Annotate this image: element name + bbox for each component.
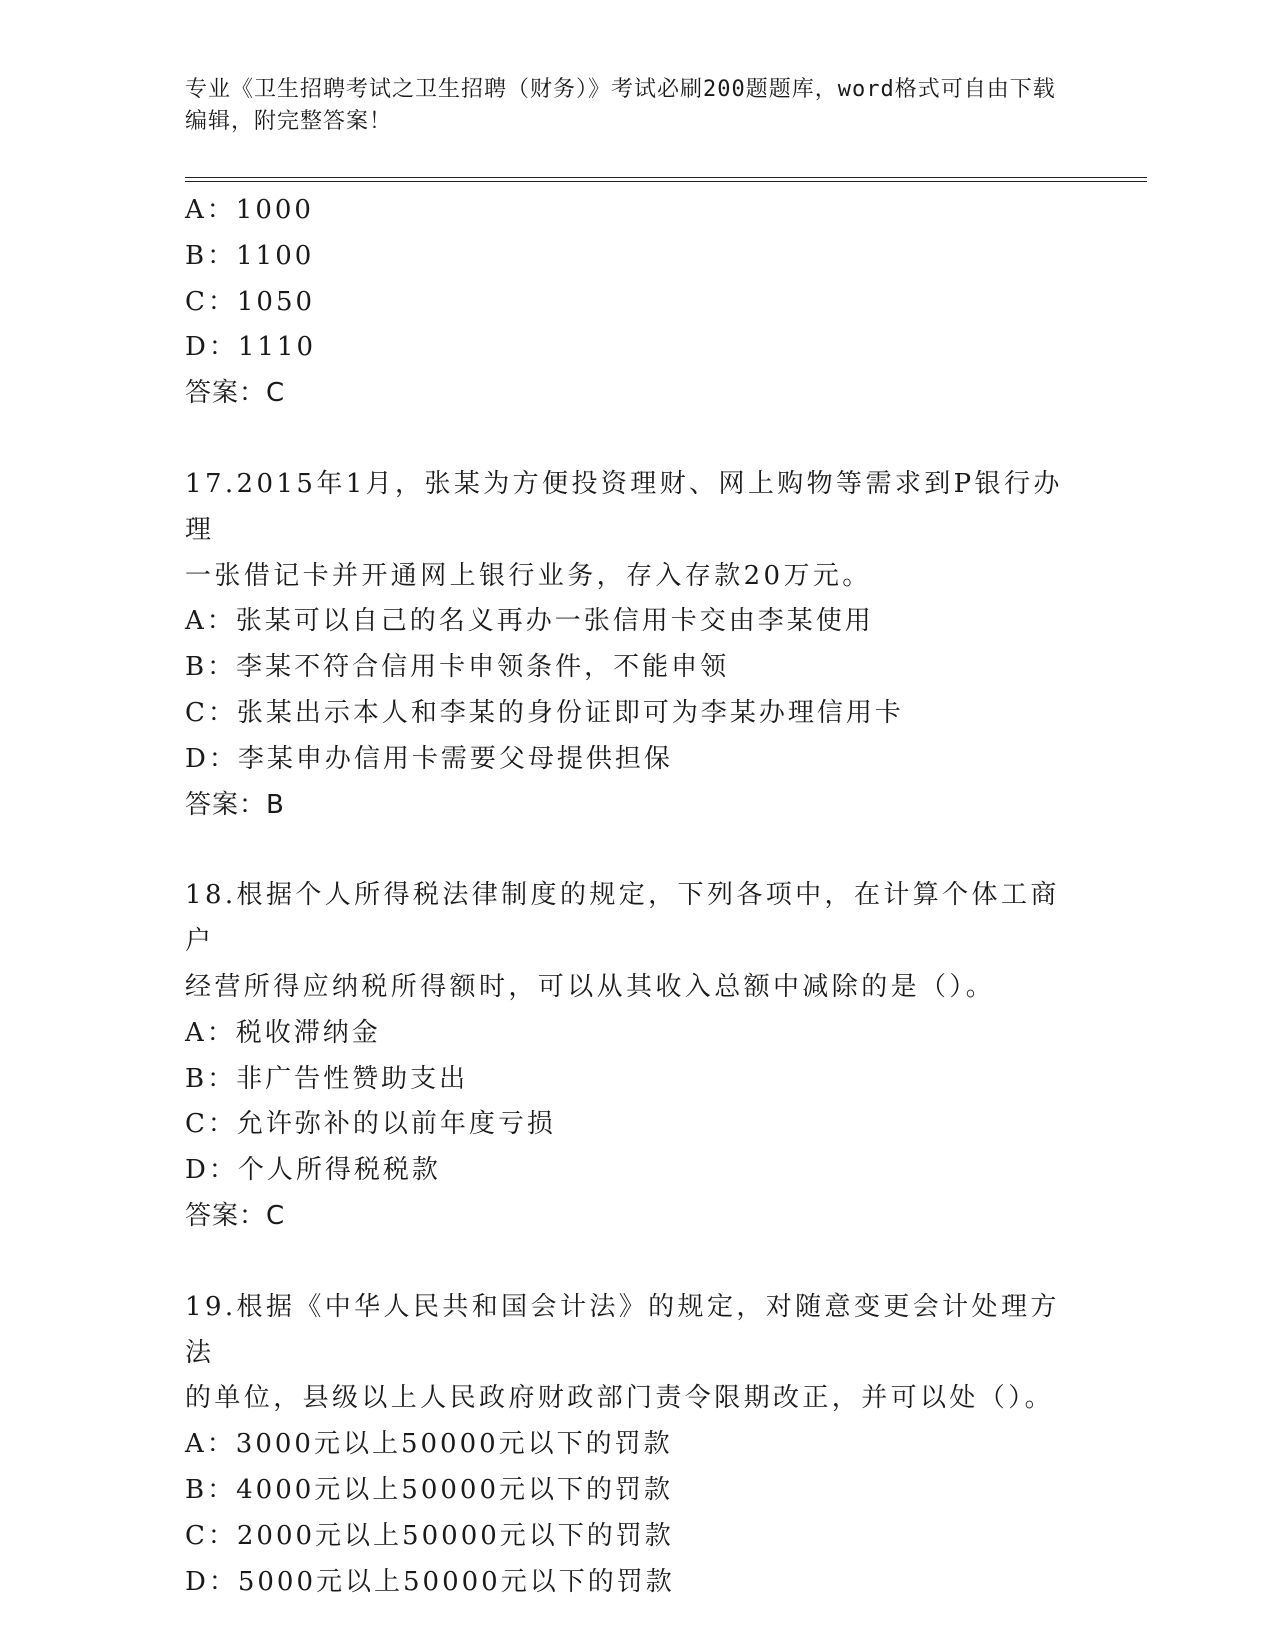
question-stem: 经营所得应纳税所得额时，可以从其收入总额中减除的是（）。 — [185, 971, 996, 1002]
option-d: D：5000元以上50000元以下的罚款 — [185, 1566, 675, 1597]
option-c: C：2000元以上50000元以下的罚款 — [185, 1520, 674, 1551]
question-19 — [185, 1285, 1085, 1606]
option-c: C：允许弥补的以前年度亏损 — [185, 1109, 556, 1140]
question-stem: 一张借记卡并开通网上银行业务，存入存款20万元。 — [185, 560, 872, 591]
header-divider — [185, 177, 1147, 182]
option-d: D：1110 — [185, 332, 317, 363]
option-a: A：3000元以上50000元以下的罚款 — [185, 1429, 673, 1460]
question-16 — [185, 188, 1085, 417]
page-header: 专业《卫生招聘考试之卫生招聘（财务）》考试必刷200题题库，word格式可自由下载编辑，附完整答案！ — [185, 77, 1056, 134]
option-a: A：税收滞纳金 — [185, 1017, 381, 1048]
option-b: B：李某不符合信用卡申领条件，不能申领 — [185, 652, 730, 683]
question-17 — [185, 462, 1085, 828]
question-stem: 17.2015年1月，张某为方便投资理财、网上购物等需求到P银行办理 — [185, 468, 1063, 545]
question-stem: 的单位，县级以上人民政府财政部门责令限期改正，并可以处（）。 — [185, 1383, 1055, 1414]
option-b: B：1100 — [185, 240, 315, 271]
question-stem: 18.根据个人所得税法律制度的规定，下列各项中，在计算个体工商户 — [185, 880, 1060, 957]
option-b: B：非广告性赞助支出 — [185, 1063, 469, 1094]
option-a: A：1000 — [185, 195, 314, 225]
question-list — [185, 188, 1085, 1605]
option-b: B：4000元以上50000元以下的罚款 — [185, 1474, 673, 1505]
option-a: A：张某可以自己的名义再办一张信用卡交由李某使用 — [185, 606, 874, 637]
question-stem: 19.根据《中华人民共和国会计法》的规定，对随意变更会计处理方法 — [185, 1291, 1060, 1368]
question-18 — [185, 873, 1085, 1239]
option-c: C：张某出示本人和李某的身份证即可为李某办理信用卡 — [185, 697, 904, 728]
answer: 答案：B — [185, 789, 285, 820]
answer: 答案：C — [185, 1200, 286, 1231]
option-d: D：李某申办信用卡需要父母提供担保 — [185, 743, 673, 774]
option-c: C：1050 — [185, 286, 316, 317]
option-d: D：个人所得税税款 — [185, 1155, 441, 1186]
answer: 答案：C — [185, 378, 286, 409]
